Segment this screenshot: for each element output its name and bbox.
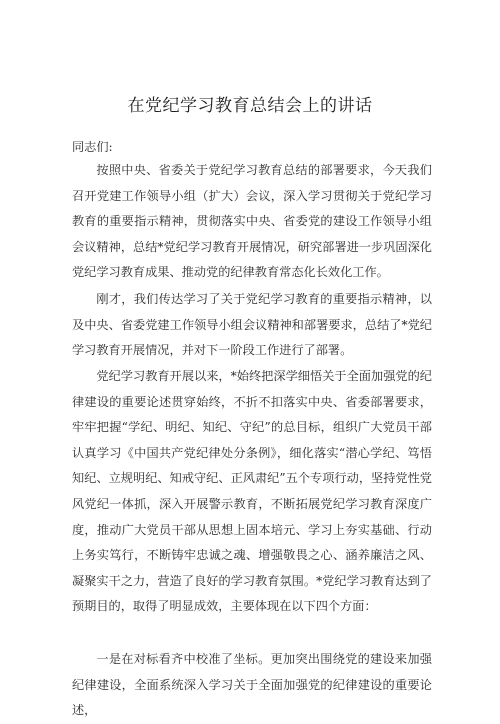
- body-paragraph: 党纪学习教育开展以来，*始终把深学细悟关于全面加强党的纪律建设的重要论述贯穿始终，不折不扣落实中央、省委部署要求，牢牢把握“学纪、明纪、知纪、守纪”的总目标，组织广大党员干部认真学习《中国共产党纪律处分条例》，细化落实“潜心学纪、笃悟知纪、立规明纪、知戒守纪、正风肃纪”五个专项行动，坚持党性党风党纪一体抓，深入开展警示教育，不断拓展党纪学习教育深度广度，推动广大党员干部从思想上固本培元、学习上夯实基础、行动上务实笃行，不断铸牢忠诚之魂、增强敬畏之心、涵养廉洁之风、凝聚实干之力，营造了良好的学习教育氛围。*党纪学习教育达到了预期目的，取得了明显成效，主要体现在以下四个方面：: [72, 369, 432, 614]
- body-paragraph: 按照中央、省委关于党纪学习教育总结的部署要求，今天我们召开党建工作领导小组（扩大）会议，深入学习贯彻关于党纪学习教育的重要指示精神，贯彻落实中央、省委党的建设工作领导小组会议精神，总结*党纪学习教育开展情况，研究部署进一步巩固深化党纪学习教育成果、推动党的纪律教育常态化长效化工作。: [72, 163, 432, 280]
- body-paragraph: 刚才，我们传达学习了关于党纪学习教育的重要指示精神，以及中央、省委党建工作领导小组会议精神和部署要求，总结了*党纪学习教育开展情况，并对下一阶段工作进行了部署。: [72, 292, 432, 358]
- body-paragraph: 一是在对标看齐中校准了坐标。更加突出围绕党的建设来加强纪律建设，全面系统深入学习关于全面加强党的纪律建设的重要论述，: [72, 652, 432, 718]
- document-title: 在党纪学习教育总结会上的讲话: [127, 96, 373, 116]
- salutation: 同志们:: [72, 140, 113, 154]
